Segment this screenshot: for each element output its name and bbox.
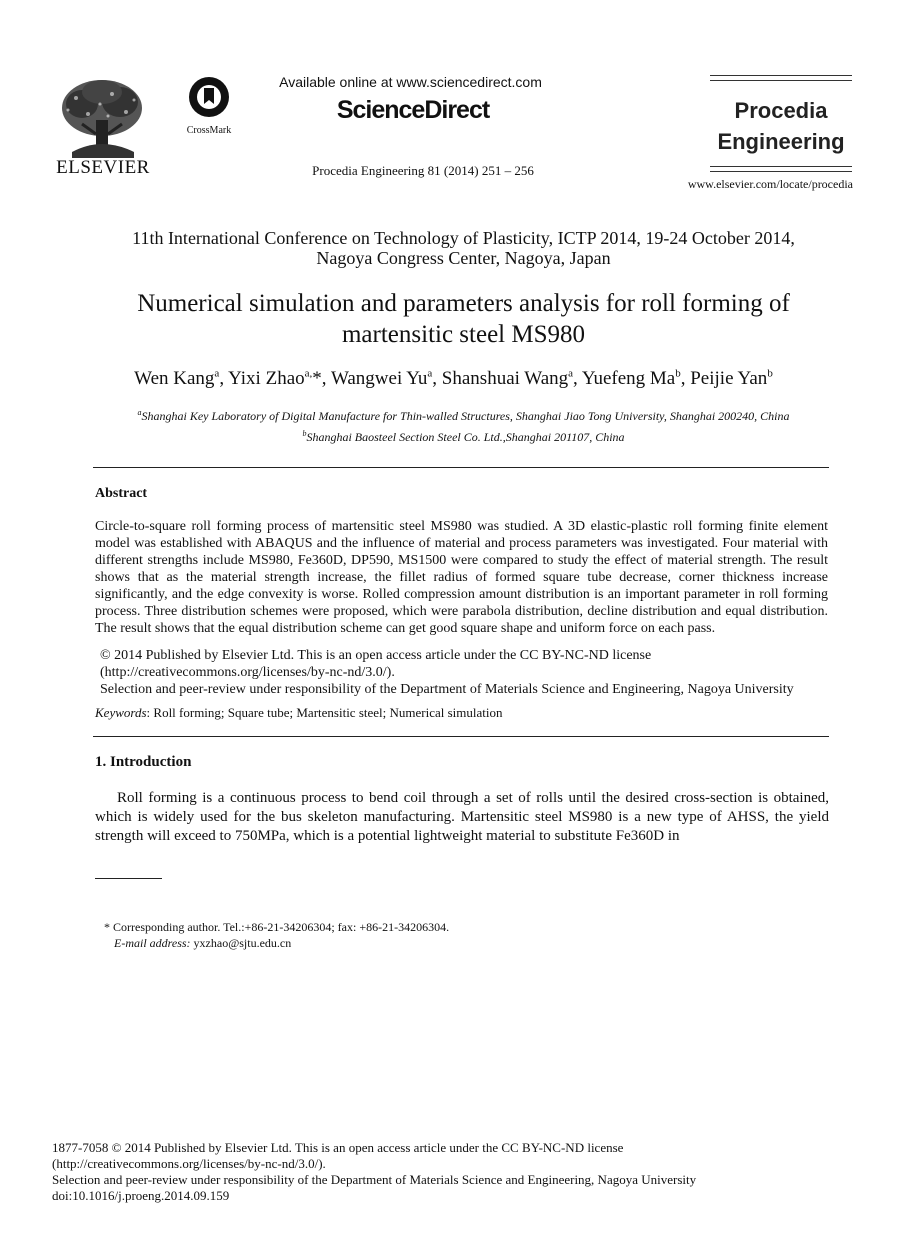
sciencedirect-logo[interactable]: ScienceDirect	[336, 96, 490, 124]
bottom-line3: Selection and peer-review under responsibility of the Department of Materials Science and Engineering, Nagoya University	[52, 1172, 697, 1187]
journal-url[interactable]: www.elsevier.com/locate/procedia	[687, 177, 853, 191]
keywords	[95, 705, 828, 721]
license-block	[95, 647, 828, 698]
author: Shanshuai Wang$^a$,	[441, 368, 582, 390]
abstract-heading: Abstract	[95, 486, 148, 501]
intro-text: Roll forming is a continuous process to bend coil through a set of rolls until the desired cross-section is obtained, which is widely used for the bus skeleton manufacturing. Martensitic steel MS980 is a new type of AHSS, the yield strength will exceed to 750MPa, which is a potential lightweight material to substitute Fe360D in	[95, 790, 829, 844]
author: Peijie Yan$^b$	[690, 368, 773, 390]
affiliation-a: $^a$Shanghai Key Laboratory of Digital Manufacture for Thin-walled Structures, Shanghai Jiao Tong University, Shanghai 200240, China	[137, 408, 790, 423]
crossmark-icon	[180, 76, 238, 118]
available-online: Available online at www.sciencedirect.com	[279, 74, 542, 90]
keywords-text: : Roll forming; Square tube; Martensitic steel; Numerical simulation	[146, 705, 503, 720]
conference-info	[60, 228, 867, 268]
footnote-rule	[95, 878, 162, 879]
journal-name-line1: Procedia	[734, 98, 828, 123]
email-line: E-mail address: yxzhao@sjtu.edu.cn	[114, 936, 292, 950]
publisher-name: ELSEVIER	[56, 157, 150, 178]
intro-heading: 1. Introduction	[95, 754, 192, 770]
journal-reference: Procedia Engineering 81 (2014) 251 – 256	[312, 163, 534, 178]
title-line2: martensitic steel MS980	[341, 321, 586, 348]
email-address[interactable]: yxzhao@sjtu.edu.cn	[190, 936, 292, 950]
license-link[interactable]: (http://creativecommons.org/licenses/by-nc-nd/3.0/).	[100, 665, 395, 680]
bottom-line1: 1877-7058 © 2014 Published by Elsevier Ltd. This is an open access article under the CC BY-NC-ND license	[52, 1140, 624, 1155]
author: Yixi Zhao$^{a,}$*,	[228, 368, 331, 390]
doi[interactable]: doi:10.1016/j.proeng.2014.09.159	[52, 1188, 230, 1203]
affiliation-b: $^b$Shanghai Baosteel Section Steel Co. Ltd.,Shanghai 201107, China	[302, 429, 625, 444]
license-line1: © 2014 Published by Elsevier Ltd. This is an open access article under the CC BY-NC-ND license	[100, 648, 652, 663]
corresponding-mark: *	[312, 368, 322, 390]
bottom-license	[52, 1140, 852, 1204]
journal-logo	[710, 95, 852, 157]
author-list	[40, 368, 867, 390]
author: Yuefeng Ma$^b$,	[581, 368, 691, 390]
abstract-text: Circle-to-square roll forming process of martensitic steel MS980 was studied. A 3D elastic-plastic roll forming finite element model was established with ABAQUS and the influence of material and process parameters was investigated. Four material with different strengths include MS980, Fe360D, DP590, MS1500 were compared to study the effect of material strength. The result shows that as the material strength increase, the fillet radius of formed square tube decrease, corner thickness increase significantly, and the edge convexity is worse. Rolled compression amount distribution is an important parameter in roll forming process. Three distribution schemes were proposed, which were parabola distribution, decline distribution and equal distribution. The result shows that the equal distribution scheme can get good square shape and uniform force on each pass.	[95, 519, 828, 636]
divider-bottom	[93, 736, 829, 737]
paper-title	[80, 288, 847, 350]
footnote	[104, 919, 804, 951]
conference-line2: Nagoya Congress Center, Nagoya, Japan	[316, 248, 611, 268]
procedia-rule-bottom	[710, 166, 852, 172]
crossmark-label: CrossMark	[186, 125, 232, 136]
divider-top	[93, 467, 829, 468]
corresponding-author: * Corresponding author. Tel.:+86-21-34206304; fax: +86-21-34206304.	[104, 920, 450, 934]
journal-name-line2: Engineering	[717, 129, 845, 154]
crossmark-badge[interactable]	[180, 76, 238, 134]
affiliations	[60, 404, 867, 446]
author: Wen Kang$^a$,	[134, 368, 229, 390]
author: Wangwei Yu$^a$,	[330, 368, 442, 390]
conference-line1: 11th International Conference on Technology of Plasticity, ICTP 2014, 19-24 October 2014,	[132, 228, 795, 248]
procedia-rule-top	[710, 75, 852, 81]
license-line3: Selection and peer-review under responsibility of the Department of Materials Science and Engineering, Nagoya University	[100, 682, 794, 697]
title-line1: Numerical simulation and parameters analysis for roll forming of	[137, 290, 790, 317]
bottom-link[interactable]: (http://creativecommons.org/licenses/by-nc-nd/3.0/).	[52, 1156, 326, 1171]
keywords-label: Keywords	[95, 705, 147, 720]
